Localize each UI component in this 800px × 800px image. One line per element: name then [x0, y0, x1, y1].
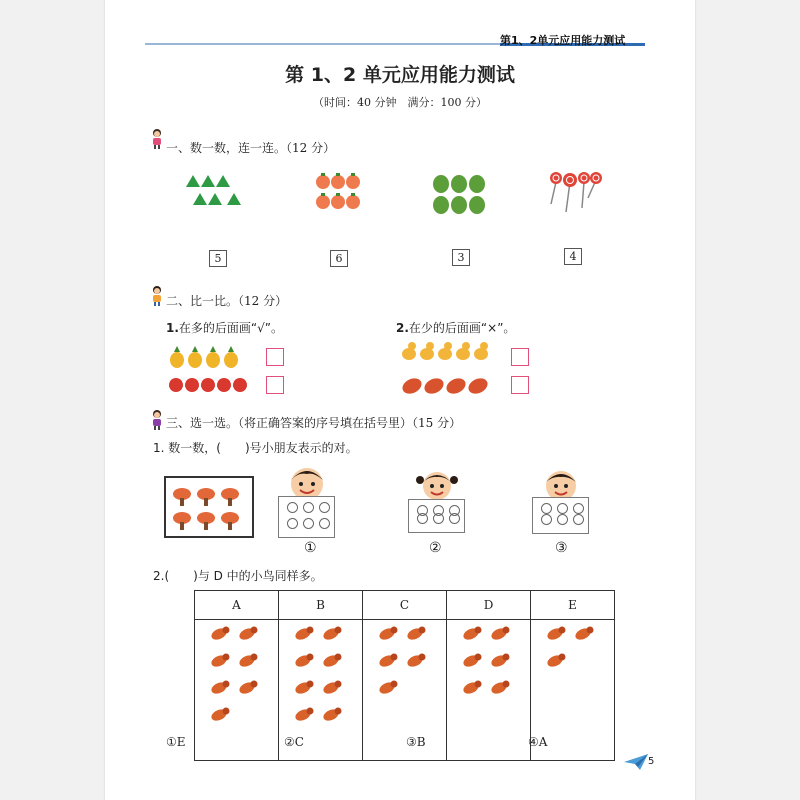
option-2: ②C	[284, 735, 304, 749]
question-3-2: 2.( )与 D 中的小鸟同样多。	[153, 569, 323, 583]
ducks-birds-rows	[400, 340, 496, 402]
page-subtitle: （时间：40 分钟 满分：100 分）	[313, 96, 487, 109]
number-box-3: 3	[452, 249, 470, 266]
choice-3-label: ③	[555, 540, 568, 556]
question-3-1: 1. 数一数，( )号小朋友表示的对。	[153, 441, 358, 455]
bird-icon	[462, 626, 482, 642]
bird-icon	[210, 653, 230, 669]
col-header-a: A	[195, 591, 279, 620]
bird-icon	[546, 626, 566, 642]
number-box-4: 4	[564, 248, 582, 265]
section2-heading: 二、比一比。（12 分）	[166, 294, 288, 308]
bird-icon	[210, 626, 230, 642]
boy-icon	[150, 285, 164, 307]
pineapples-apples-rows	[168, 346, 252, 394]
paper-plane-icon	[624, 754, 648, 770]
option-1: ①E	[166, 735, 186, 749]
frame-circle	[541, 503, 552, 514]
ten-frame-1	[278, 496, 335, 538]
birds-cell-a	[195, 620, 279, 761]
option-3: ③B	[406, 735, 426, 749]
section1-heading: 一、数一数，连一连。（12 分）	[166, 141, 336, 155]
answer-box-apples[interactable]	[266, 376, 284, 394]
frame-circle	[287, 502, 298, 513]
page-number: 5	[648, 756, 655, 767]
mushrooms-box	[164, 476, 254, 538]
bird-icon	[294, 707, 314, 723]
frame-circle	[541, 514, 552, 525]
col-header-b: B	[279, 591, 363, 620]
frame-circle	[449, 513, 460, 524]
bird-icon	[490, 626, 510, 642]
bird-icon	[294, 680, 314, 696]
peaches-group	[316, 172, 360, 212]
bird-icon	[210, 680, 230, 696]
bird-icon	[406, 653, 426, 669]
bird-icon	[378, 680, 398, 696]
bird-icon	[322, 653, 342, 669]
bird-icon	[238, 626, 258, 642]
question-2-1: 1.在多的后面画“√”。	[166, 321, 284, 335]
col-header-e: E	[531, 591, 615, 620]
bird-icon	[294, 653, 314, 669]
frame-circle	[573, 514, 584, 525]
page-title: 第 1、2 单元应用能力测试	[285, 64, 515, 86]
girl-icon	[150, 128, 164, 150]
birds-cell-d	[447, 620, 531, 761]
bird-icon	[490, 653, 510, 669]
answer-box-birds[interactable]	[511, 376, 529, 394]
col-header-c: C	[363, 591, 447, 620]
girl-icon-2	[150, 409, 164, 431]
bird-icon	[238, 680, 258, 696]
bird-icon	[574, 626, 594, 642]
triangles-group	[186, 175, 246, 211]
ten-frame-3	[532, 497, 589, 534]
bird-icon	[322, 680, 342, 696]
bird-icon	[294, 626, 314, 642]
frame-circle	[573, 503, 584, 514]
bird-icon	[322, 707, 342, 723]
frame-circle	[303, 518, 314, 529]
bird-icon	[238, 653, 258, 669]
frame-circle	[417, 513, 428, 524]
bird-icon	[378, 653, 398, 669]
section3-heading: 三、选一选。（将正确答案的序号填在括号里）（15 分）	[166, 416, 462, 430]
bird-icon	[490, 680, 510, 696]
answer-box-pineapples[interactable]	[266, 348, 284, 366]
option-4: ④A	[528, 735, 548, 749]
bird-icon	[462, 680, 482, 696]
choice-1-label: ①	[304, 540, 317, 556]
bird-icon	[378, 626, 398, 642]
frame-circle	[557, 514, 568, 525]
question-2-2: 2.在少的后面画“×”。	[396, 321, 516, 335]
frame-circle	[303, 502, 314, 513]
answer-box-ducks[interactable]	[511, 348, 529, 366]
birds-table	[194, 590, 615, 761]
col-header-d: D	[447, 591, 531, 620]
bird-icon	[546, 653, 566, 669]
birds-cell-c	[363, 620, 447, 761]
frame-circle	[319, 518, 330, 529]
bird-icon	[462, 653, 482, 669]
header-tag: 第1、2单元应用能力测试	[500, 34, 626, 47]
lollipops-group	[548, 168, 602, 216]
frame-circle	[557, 503, 568, 514]
bird-icon	[406, 626, 426, 642]
bird-icon	[210, 707, 230, 723]
choice-2-label: ②	[429, 540, 442, 556]
number-box-2: 6	[330, 250, 348, 267]
number-box-1: 5	[209, 250, 227, 267]
bird-icon	[322, 626, 342, 642]
pears-group	[432, 172, 488, 216]
ten-frame-2	[408, 499, 465, 533]
frame-circle	[287, 518, 298, 529]
frame-circle	[433, 513, 444, 524]
frame-circle	[319, 502, 330, 513]
